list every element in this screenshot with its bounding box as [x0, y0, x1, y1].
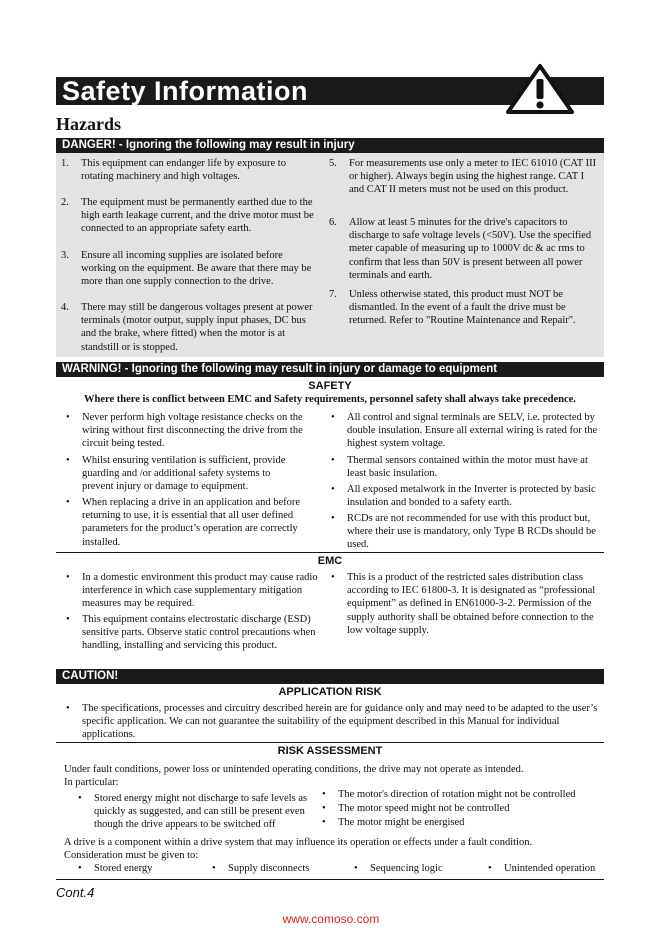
bullet: •	[66, 455, 70, 466]
item-text: Sequencing logic	[370, 863, 443, 874]
item-number: 2.	[61, 197, 69, 208]
item-number: 7.	[329, 289, 337, 300]
item-text: This equipment contains electrostatic discharge (ESD) sensitive parts. Observe static control precautions when handling, installing and servicing this product.	[82, 614, 316, 652]
item-number: 1.	[61, 158, 69, 169]
item-text: In a domestic environment this product may cause radio interference in which case supplementary mitigation measures may be required.	[82, 572, 318, 610]
bullet: •	[66, 412, 70, 423]
item-text: There may still be dangerous voltages present at power terminals (motor output, supply input phases, DC bus and the brake, where fitted) when the motor is at standstill or is stopped.	[81, 302, 313, 353]
caution-band: CAUTION!	[56, 669, 604, 684]
item-text: Stored energy might not discharge to safe levels as quickly as suggested, and can still be present even though the drive appears to be switched off	[94, 793, 308, 831]
bullet: •	[66, 703, 70, 714]
item-text: RCDs are not recommended for use with this product but, where their use is mandatory, only Type B RCDs should be used.	[347, 513, 596, 551]
warning-triangle-icon	[505, 63, 575, 115]
emc-heading: EMC	[317, 555, 343, 567]
item-text: Whilst ensuring ventilation is sufficient, provide guarding and /or additional safety systems to prevent injury or damage to equipment.	[82, 455, 286, 493]
item-text: Thermal sensors contained within the motor must have at least basic insulation.	[347, 455, 588, 480]
watermark-url[interactable]: www.comoso.com	[282, 912, 380, 926]
item-text: For measurements use only a meter to IEC 61010 (CAT III or higher). Always begin using the highest range. CAT I and CAT II meters must not be used on this product.	[349, 158, 597, 196]
bullet: •	[331, 572, 335, 583]
item-text: Supply disconnects	[228, 863, 310, 874]
bullet: •	[331, 484, 335, 495]
item-text: The motor's direction of rotation might not be controlled	[338, 789, 576, 800]
item-text: Never perform high voltage resistance checks on the wiring without first disconnecting the drive from the circuit being tested.	[82, 412, 303, 450]
bullet: •	[78, 863, 82, 874]
item-text: Stored energy	[94, 863, 153, 874]
page-title: Safety Information	[62, 76, 309, 106]
item-number: 4.	[61, 302, 69, 313]
bullet: •	[322, 789, 326, 800]
divider	[56, 742, 604, 743]
consider-text: Consideration must be given to:	[64, 850, 199, 861]
bullet: •	[66, 572, 70, 583]
item-number: 3.	[61, 250, 69, 261]
risk-intro: Under fault conditions, power loss or unintended operating conditions, the drive may not operate as intended.	[64, 764, 524, 775]
divider	[56, 879, 604, 880]
risk-assessment-heading: RISK ASSESSMENT	[277, 745, 383, 757]
danger-band: DANGER! - Ignoring the following may result in injury	[56, 138, 604, 153]
bullet: •	[78, 793, 82, 804]
bullet: •	[331, 412, 335, 423]
bullet: •	[331, 455, 335, 466]
component-text: A drive is a component within a drive system that may influence its operation or effects under a fault condition.	[64, 837, 533, 848]
safety-subheading: Where there is conflict between EMC and Safety requirements, personnel safety shall always take precedence.	[84, 394, 576, 405]
bullet: •	[331, 513, 335, 524]
bullet: •	[66, 614, 70, 625]
divider	[56, 552, 604, 553]
bullet: •	[488, 863, 492, 874]
item-text: This is a product of the restricted sales distribution class according to IEC 61800-3. It is designated as “professional equipment” as defined in EN61000-3-2. Permission of the supply authority shall be obtained before connection to the low voltage supply.	[347, 572, 596, 636]
item-text: The motor speed might not be controlled	[338, 803, 510, 814]
item-text: The specifications, processes and circuitry described herein are for guidance only and may need to be adapted to the user’s specific application. We can not guarantee the suitability of the equipment described in this Manual for individual applications.	[82, 703, 598, 741]
item-number: 5.	[329, 158, 337, 169]
item-number: 6.	[329, 217, 337, 228]
risk-particular: In particular:	[64, 777, 119, 788]
bullet: •	[66, 497, 70, 508]
item-text: This equipment can endanger life by exposure to rotating machinery and high voltages.	[81, 158, 286, 183]
application-risk-heading: APPLICATION RISK	[278, 686, 382, 698]
item-text: When replacing a drive in an application and before returning to use, it is essential that all user defined parameters for the product’s operation are correctly installed.	[82, 497, 301, 548]
warning-band: WARNING! - Ignoring the following may result in injury or damage to equipment	[56, 362, 604, 377]
bullet: •	[322, 817, 326, 828]
item-text: Unintended operation	[504, 863, 596, 874]
bullet: •	[212, 863, 216, 874]
bullet: •	[354, 863, 358, 874]
bullet: •	[322, 803, 326, 814]
item-text: Ensure all incoming supplies are isolated before working on the equipment. Be aware that there may be more than one supply connection to the drive.	[81, 250, 312, 288]
section-title: Hazards	[56, 114, 121, 134]
item-text: Allow at least 5 minutes for the drive's capacitors to discharge to safe voltage levels (<50V). Use the specified meter capable of measuring up to 1000V dc & ac rms to confirm that less than 50V is present between all power terminals and earth.	[349, 217, 592, 281]
item-text: The equipment must be permanently earthed due to the high earth leakage current, and the drive motor must be connected to an appropriate safety earth.	[81, 197, 314, 235]
item-text: All exposed metalwork in the Inverter is protected by basic insulation and bonded to a safety earth.	[347, 484, 596, 509]
item-text: All control and signal terminals are SELV, i.e. protected by double insulation. Ensure all external wiring is rated for the highest system voltage.	[347, 412, 598, 450]
safety-heading: SAFETY	[308, 380, 352, 392]
item-text: The motor might be energised	[338, 817, 465, 828]
item-text: Unless otherwise stated, this product must NOT be dismantled. In the event of a fault the drive must be returned. Refer to "Routine Maintenance and Repair".	[349, 289, 576, 327]
continuation-label: Cont.4	[56, 885, 95, 900]
